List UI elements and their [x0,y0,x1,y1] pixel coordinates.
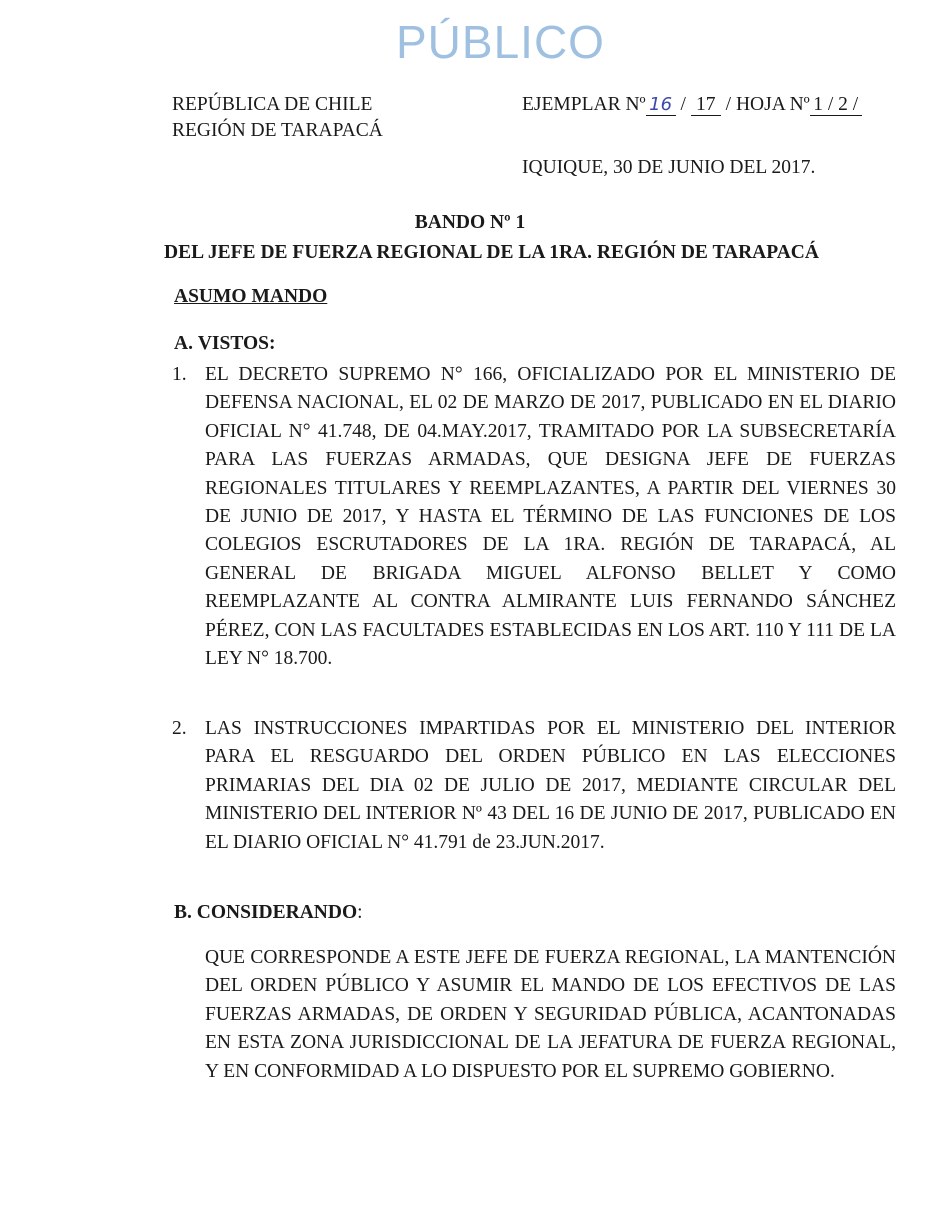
hoja-number: 1 [813,94,823,115]
hoja-total: 2 [838,94,848,115]
considerando-text: QUE CORRESPONDE A ESTE JEFE DE FUERZA REGIONAL, LA MANTENCIÓN DEL ORDEN PÚBLICO Y ASUMIR EL MANDO DE LOS EFECTIVOS DE LAS FUERZAS ARMADAS, DE ORDEN Y SEGURIDAD PÚBLICA, ACANTONADAS EN ESTA ZONA JURISDICCIONAL DE LA JEFATURA DE FUERZA REGIONAL, Y EN CONFORMIDAD A LO DISPUESTO POR EL SUPREMO GOBIERNO. [205,947,896,1082]
bando-title: BANDO Nº 1 [414,212,526,233]
issuer-region: REGIÓN DE TARAPACÁ [172,120,383,141]
ejemplar-number: 16 [646,95,676,116]
publico-stamp: PÚBLICO [396,16,605,68]
section-vistos-heading [174,333,276,355]
item-text: EL DECRETO SUPREMO N° 166, OFICIALIZADO POR EL MINISTERIO DE DEFENSA NACIONAL, EL 02 DE MARZO DE 2017, PUBLICADO EN EL DIARIO OFICIAL N° 41.748, DE 04.MAY.2017, TRAMITADO POR LA SUBSECRETARÍA PARA LAS FUERZAS ARMADAS, QUE DESIGNA JEFE DE FUERZAS REGIONALES TITULARES Y REEMPLAZANTES, A PARTIR DEL VIERNES 30 DE JUNIO DE 2017, Y HASTA EL TÉRMINO DE LAS FUNCIONES DE LOS COLEGIOS ESCRUTADORES DE LA 1RA. REGIÓN DE TARAPACÁ, AL GENERAL DE BRIGADA MIGUEL ALFONSO BELLET Y COMO REEMPLAZANTE AL CONTRA ALMIRANTE LUIS FERNANDO SÁNCHEZ PÉREZ, CON LAS FACULTADES ESTABLECIDAS EN LOS ART. 110 Y 111 DE LA LEY N° 18.700. [205,364,896,670]
section-colon: : [357,902,363,923]
section-letter: A. [174,333,193,354]
bando-subtitle: DEL JEFE DE FUERZA REGIONAL DE LA 1RA. REGIÓN DE TARAPACÁ [164,242,819,263]
ejemplar-label: EJEMPLAR Nº [522,94,646,115]
vistos-item [172,361,896,673]
copy-info: EJEMPLAR Nº 16 / 17 / HOJA Nº 1 / 2 / [522,92,862,118]
section-asumo-mando: ASUMO MANDO [174,286,328,307]
section-considerando-heading [174,902,363,924]
item-number: 1. [172,364,187,385]
section-letter: B. [174,902,192,923]
issuer-block [172,92,383,144]
section-title: VISTOS: [197,333,276,354]
vistos-item [172,715,896,857]
section-title: CONSIDERANDO [196,902,358,923]
item-number: 2. [172,718,187,739]
document-date: IQUIQUE, 30 DE JUNIO DEL 2017. [522,157,816,178]
hoja-label: HOJA Nº [735,94,810,115]
hoja-pages: 1 / 2 / [810,95,862,116]
ejemplar-total: 17 [691,95,721,116]
issuer-country: REPÚBLICA DE CHILE [172,94,373,115]
item-text: LAS INSTRUCCIONES IMPARTIDAS POR EL MINISTERIO DEL INTERIOR PARA EL RESGUARDO DEL ORDEN PÚBLICO EN LAS ELECCIONES PRIMARIAS DEL DIA 02 DE JULIO DE 2017, MEDIANTE CIRCULAR DEL MINISTERIO DEL INTERIOR Nº 43 DEL 16 DE JUNIO DE 2017, PUBLICADO EN EL DIARIO OFICIAL N° 41.791 de 23.JUN.2017. [205,718,896,853]
